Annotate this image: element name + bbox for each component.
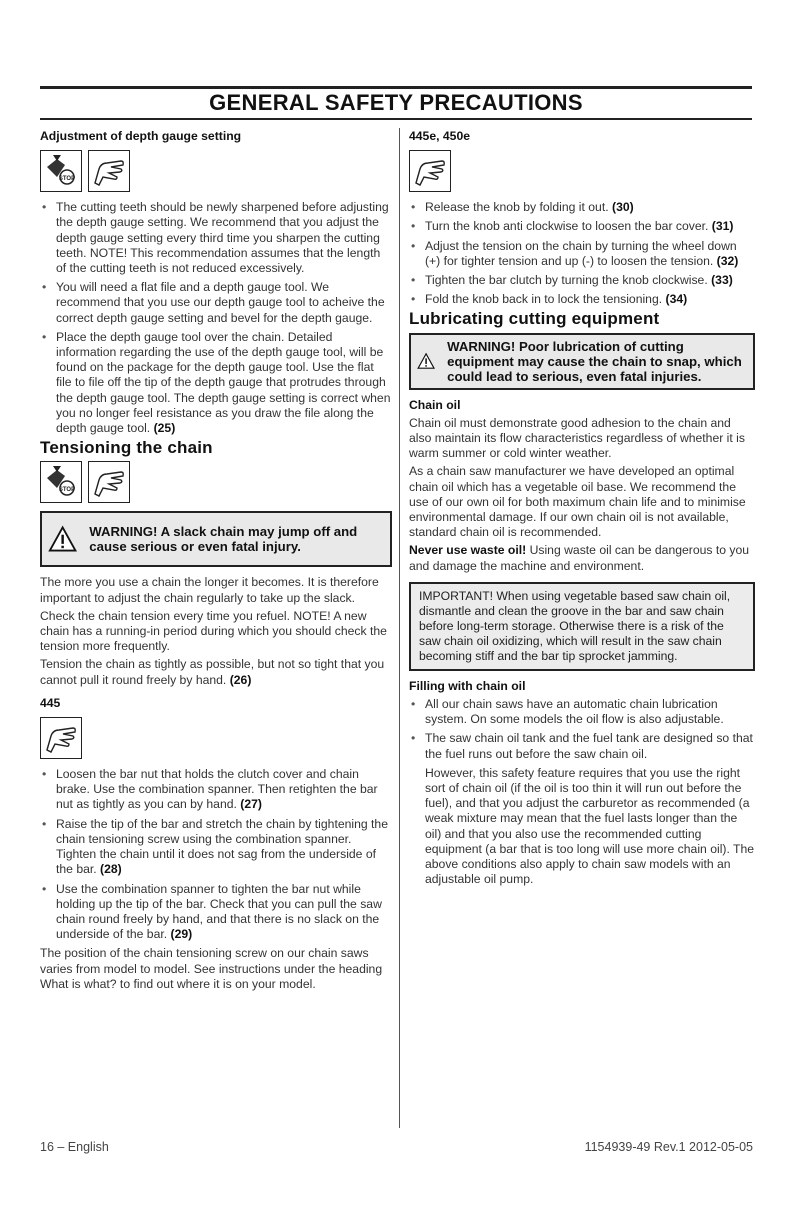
- list-item: [409, 219, 755, 234]
- list-item-text: Tighten the bar clutch by turning the knob clockwise.: [425, 273, 708, 288]
- document-number: 1154939-49 Rev.1 2012-05-05: [584, 1140, 753, 1154]
- paragraph: The more you use a chain the longer it becomes. It is therefore important to adjust the chain regularly to take up the slack.: [40, 575, 379, 605]
- protective-glove-icon: [409, 150, 451, 192]
- figure-ref: (28): [100, 862, 122, 877]
- left-column: [40, 127, 392, 995]
- warning-box: [409, 333, 755, 390]
- list-item-text: Raise the tip of the bar and stretch the chain by tightening the chain tensioning screw using the combination spanner. Tighten the chain until it does not sag from the underside of the bar.: [56, 816, 388, 877]
- right-column: [409, 127, 755, 891]
- paragraph: As a chain saw manufacturer we have developed an optimal chain oil which has a vegetable oil base. We recommend the use of our own oil for both maximum chain life and to minimise environmental damage. If our own chain oil is not available, standard chain oil is recommended.: [409, 464, 746, 540]
- tensioning-heading: Tensioning the chain: [40, 438, 213, 458]
- list-item-text: Adjust the tension on the chain by turning the wheel down (+) for tighter tension and up (-) to loosen the tension.: [425, 238, 737, 268]
- figure-ref: (33): [711, 273, 733, 288]
- warning-triangle-icon: [48, 517, 77, 561]
- lubricating-heading: Lubricating cutting equipment: [409, 309, 660, 329]
- depth-gauge-list: [40, 200, 392, 436]
- svg-text:STOP: STOP: [58, 176, 76, 183]
- warning-box: [40, 511, 392, 567]
- page-title: GENERAL SAFETY PRECAUTIONS: [209, 90, 583, 115]
- figure-ref: (25): [153, 421, 176, 436]
- depth-gauge-icons: [40, 150, 392, 192]
- paragraph-text: Using waste oil can be dangerous to you and damage the machine and environment.: [409, 543, 750, 573]
- paragraph: [40, 657, 392, 687]
- model-445e-list: [409, 200, 755, 307]
- protective-glove-icon: [88, 150, 130, 192]
- depth-gauge-heading: Adjustment of depth gauge setting: [40, 129, 242, 143]
- model-445-heading: 445: [40, 695, 61, 710]
- title-rule: [40, 118, 752, 120]
- list-item: • The saw chain oil tank and the fuel tank are designed so that the fuel runs out before the saw chain oil.: [409, 731, 755, 761]
- figure-ref: (31): [711, 219, 734, 234]
- list-item: [409, 239, 755, 269]
- chain-oil-heading: Chain oil: [409, 397, 461, 412]
- engine-stop-icon: [40, 461, 82, 503]
- list-item-text: Fold the knob back in to lock the tensioning.: [425, 292, 663, 307]
- column-divider: [399, 128, 400, 1128]
- list-item-text: Loosen the bar nut that holds the clutch cover and chain brake. Use the combination spanner. Then retighten the bar nut as tightly as you can by hand.: [56, 767, 378, 812]
- tensioning-icons: [40, 461, 392, 503]
- important-notice-box: IMPORTANT! When using vegetable based saw chain oil, dismantle and clean the groove in the bar and saw chain before long-term storage. Otherwise there is a risk of the saw chain oil oxidizing, which will result in the saw chain becoming stiff and the bar tip sprocket jamming.: [409, 582, 755, 671]
- model-445e-heading: 445e, 450e: [409, 129, 470, 143]
- warning-triangle-icon: [417, 339, 435, 383]
- page-number: 16 – English: [40, 1140, 109, 1154]
- paragraph: The position of the chain tensioning screw on our chain saws varies from model to model. See instructions under the heading What is what? to find out where it is on your model.: [40, 946, 383, 991]
- list-item: • All our chain saws have an automatic chain lubrication system. On some models the oil flow is also adjustable.: [409, 697, 755, 727]
- model-445-icons: [40, 717, 392, 759]
- filling-list: [409, 697, 755, 762]
- list-item: [40, 817, 392, 878]
- warning-text: WARNING! A slack chain may jump off and cause serious or even fatal injury.: [89, 524, 358, 555]
- model-445-list: [40, 767, 392, 942]
- figure-ref: (29): [170, 927, 193, 942]
- list-item-text: Release the knob by folding it out.: [425, 200, 609, 215]
- list-item: [40, 882, 392, 943]
- paragraph: However, this safety feature requires that you use the right sort of chain oil (if the oil is too thin it will run out before the fuel), and that you adjust the carburetor as recommended (a weak mixture may mean that the fuel lasts longer than the oil) and that you also use the recommended cutting equipment (a bar that is too long will use more chain oil). The above conditions also apply to chain saw models with an adjustable oil pump.: [425, 765, 755, 887]
- list-item: [409, 273, 755, 288]
- filling-heading: Filling with chain oil: [409, 678, 526, 693]
- paragraph-text: Tension the chain as tightly as possible, but not so tight that you cannot pull it round freely by hand.: [40, 657, 385, 687]
- protective-glove-icon: [88, 461, 130, 503]
- list-item: • You will need a flat file and a depth gauge tool. We recommend that you use our depth gauge tool to acheive the correct depth gauge setting and bevel for the depth gauge.: [40, 280, 392, 326]
- list-item: [409, 200, 755, 215]
- list-item: [40, 330, 392, 436]
- list-item: • The cutting teeth should be newly sharpened before adjusting the depth gauge setting. We recommend that you adjust the depth gauge setting every third time you sharpen the cutting teeth. NOTE! This recommendation assumes that the length of the cutting teeth is not reduced excessively.: [40, 200, 392, 276]
- list-item: [409, 292, 755, 307]
- figure-ref: (26): [229, 672, 252, 687]
- waste-oil-warning: Never use waste oil!: [409, 543, 527, 558]
- list-item: [40, 767, 392, 813]
- figure-ref: (32): [716, 253, 739, 268]
- list-item-text: Place the depth gauge tool over the chain. Detailed information regarding the use of the depth gauge tool, will be found on the package for the depth gauge tool. Use the flat file to file off the tip of the depth gauge that protrudes through the depth gauge tool. The depth gauge setting is correct when you no longer feel resistance as you draw the file along the depth gauge tool.: [56, 329, 391, 436]
- paragraph: Check the chain tension every time you refuel. NOTE! A new chain has a running-in period during which you should check the tension more frequently.: [40, 608, 387, 654]
- svg-text:STOP: STOP: [58, 487, 76, 494]
- list-item-text: Turn the knob anti clockwise to loosen the bar cover.: [425, 219, 709, 234]
- protective-glove-icon: [40, 717, 82, 759]
- paragraph: Chain oil must demonstrate good adhesion to the chain and also maintain its flow characteristics regardless of whether it is warm summer or cold winter weather.: [409, 415, 745, 461]
- figure-ref: (34): [665, 292, 688, 307]
- model-445e-icons: [409, 150, 755, 192]
- figure-ref: (30): [612, 200, 634, 215]
- paragraph: [409, 543, 755, 573]
- list-item-text: Use the combination spanner to tighten the bar nut while holding up the tip of the bar. Check that you can pull the saw chain round freely by hand, and that there is no slack on the underside of the bar.: [56, 881, 382, 942]
- top-rule: [40, 86, 752, 89]
- figure-ref: (27): [240, 797, 262, 812]
- engine-stop-icon: [40, 150, 82, 192]
- warning-text: WARNING! Poor lubrication of cutting equipment may cause the chain to snap, which could lead to serious, even fatal injuries.: [447, 338, 742, 384]
